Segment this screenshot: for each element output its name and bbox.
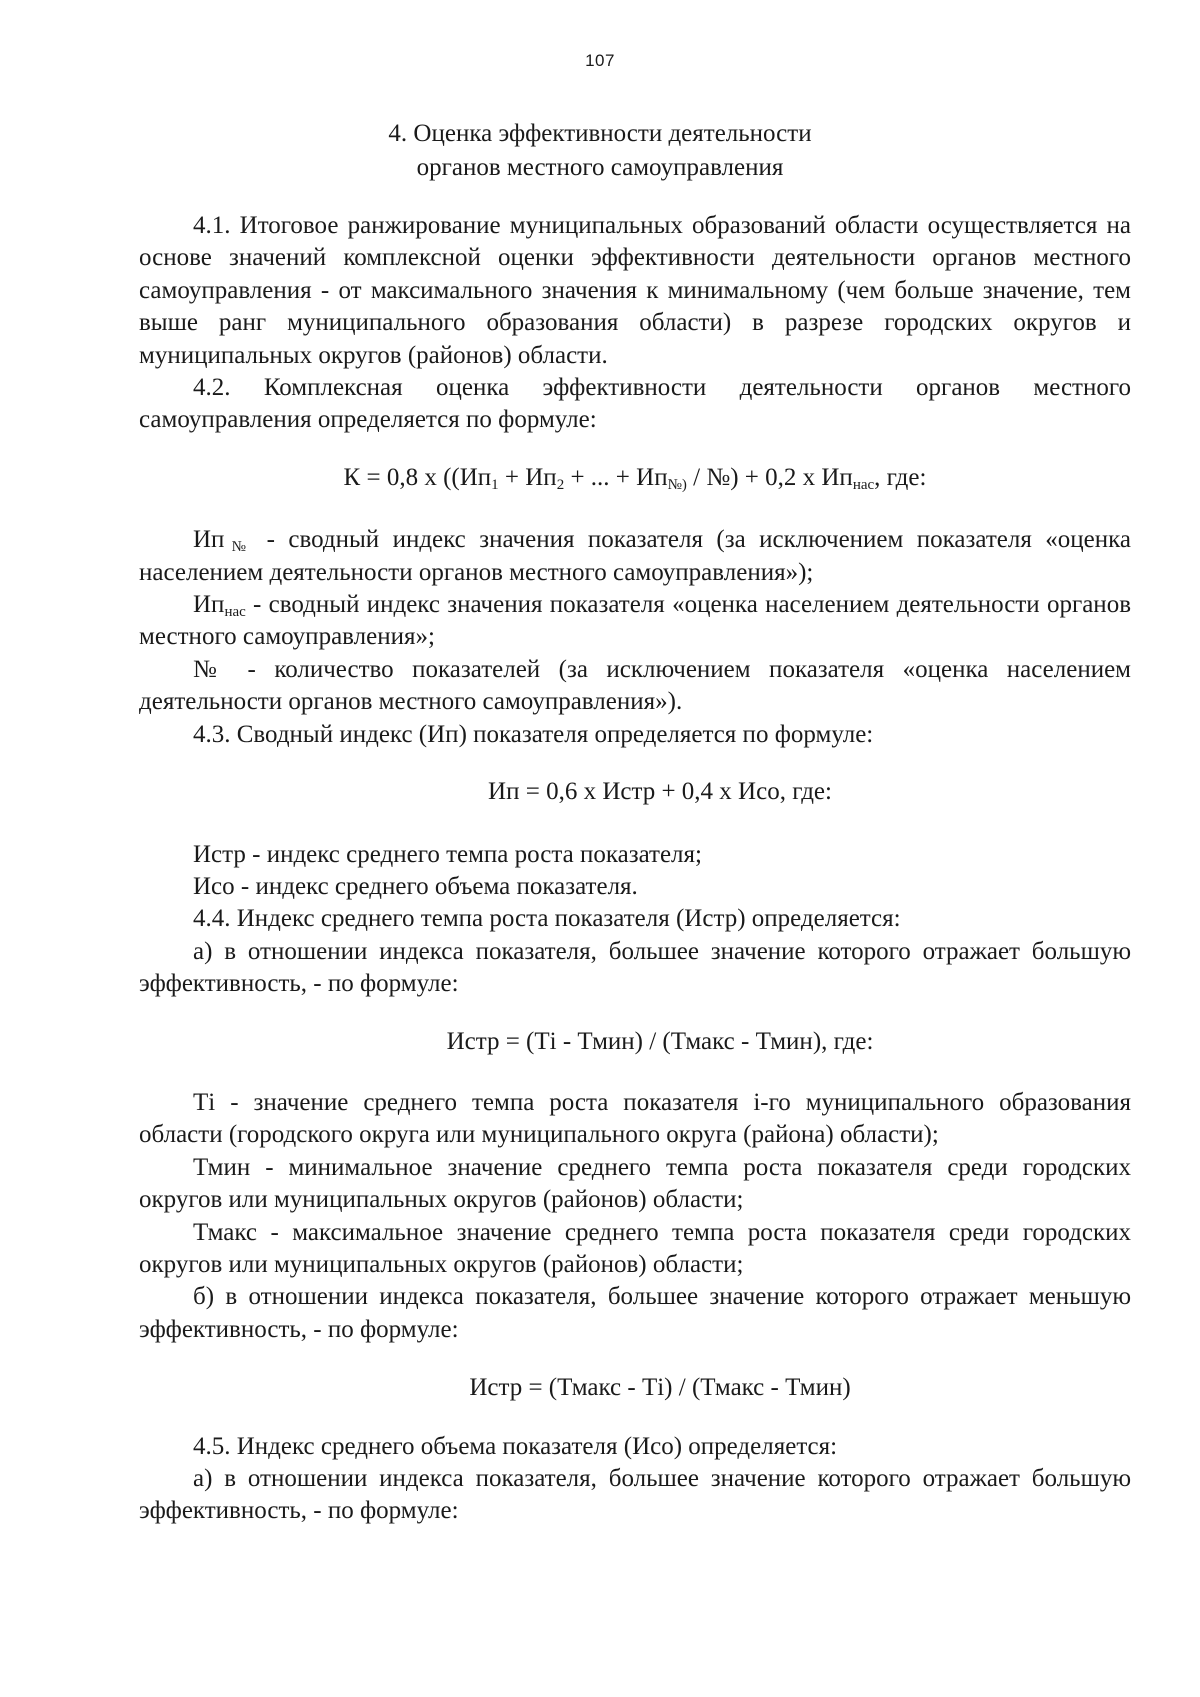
paragraph-4-1: 4.1. Итоговое ранжирование муниципальных образований области осуществляется на основе значений комплексной оценки эффективности деятельности органов местного самоуправления - от максимального значения к минимальному (чем больше значение, тем выше ранг муниципального образования области) в разрезе городских округов и муниципальных округов (районов) области. bbox=[139, 212, 1131, 369]
definition-ip-nas bbox=[139, 589, 1131, 654]
definition-subscript: № bbox=[224, 539, 254, 556]
formula-part: , где: bbox=[874, 463, 927, 491]
heading-line-2: органов местного самоуправления bbox=[416, 154, 784, 181]
definition-tmax: Тмакс - максимальное значение среднего темпа роста показателя среди городских округов или муниципальных округов (районов) области; bbox=[139, 1218, 1131, 1278]
definition-symbol: Ип bbox=[193, 591, 225, 619]
formula-part: + ... + Ип bbox=[564, 463, 668, 491]
document-body bbox=[139, 210, 1131, 1528]
definition-text: - сводный индекс значения показателя «оценка населением деятельности органов местного самоуправления»; bbox=[139, 591, 1131, 651]
definition-ti: Тi - значение среднего темпа роста показателя i-го муниципального образования области (городского округа или муниципального округа (района) области); bbox=[139, 1088, 1131, 1149]
formula-subscript: 1 bbox=[491, 476, 499, 493]
formula-subscript: №) bbox=[667, 476, 687, 493]
formula-subscript: 2 bbox=[556, 476, 565, 493]
formula-part: + Ип bbox=[498, 463, 557, 491]
definition-subscript: нас bbox=[224, 604, 246, 621]
formula-part: К = 0,8 х ((Ип bbox=[343, 463, 492, 491]
paragraph-4-2: 4.2. Комплексная оценка эффективности деятельности органов местного самоуправления определяется по формуле: bbox=[139, 374, 1131, 434]
formula-complex-score bbox=[139, 462, 1131, 494]
formula-istr-a: Истр = (Тi - Тмин) / (Тмакс - Тмин), где: bbox=[446, 1027, 874, 1055]
paragraph-4-3: 4.3. Сводный индекс (Ип) показателя определяется по формуле: bbox=[193, 720, 874, 748]
definition-text: - сводный индекс значения показателя (за исключением показателя «оценка населением деятельности органов местного самоуправления»); bbox=[139, 526, 1132, 586]
paragraph-4-4: 4.4. Индекс среднего темпа роста показателя (Истр) определяется: bbox=[193, 905, 901, 933]
paragraph-4-5: 4.5. Индекс среднего объема показателя (Исо) определяется: bbox=[193, 1432, 838, 1460]
page-number: 107 bbox=[585, 51, 615, 70]
definition-tmin: Тмин - минимальное значение среднего темпа роста показателя среди городских округов или муниципальных округов (районов) области; bbox=[139, 1153, 1131, 1214]
formula-istr-b: Истр = (Тмакс - Тi) / (Тмакс - Тмин) bbox=[469, 1374, 851, 1402]
formula-part: / №) + 0,2 х Ип bbox=[686, 463, 853, 491]
definition-ip-n bbox=[139, 524, 1131, 589]
formula-summary-index: Ип = 0,6 х Истр + 0,4 х Исо, где: bbox=[488, 778, 832, 806]
definition-symbol: Ип bbox=[193, 526, 225, 554]
formula-subscript: нас bbox=[852, 476, 875, 493]
section-heading bbox=[0, 117, 1200, 185]
definition-istr: Истр - индекс среднего темпа роста показателя; bbox=[193, 840, 702, 868]
definition-iso: Исо - индекс среднего объема показателя. bbox=[193, 872, 638, 900]
paragraph-4-5-a: а) в отношении индекса показателя, большее значение которого отражает большую эффективность, - по формуле: bbox=[139, 1465, 1131, 1525]
paragraph-4-4-b: б) в отношении индекса показателя, большее значение которого отражает меньшую эффективность, - по формуле: bbox=[139, 1283, 1131, 1343]
paragraph-4-4-a: а) в отношении индекса показателя, большее значение которого отражает большую эффективность, - по формуле: bbox=[139, 937, 1131, 998]
definition-n: № - количество показателей (за исключением показателя «оценка населением деятельности органов местного самоуправления»). bbox=[139, 655, 1131, 716]
heading-line-1: 4. Оценка эффективности деятельности bbox=[388, 120, 812, 147]
